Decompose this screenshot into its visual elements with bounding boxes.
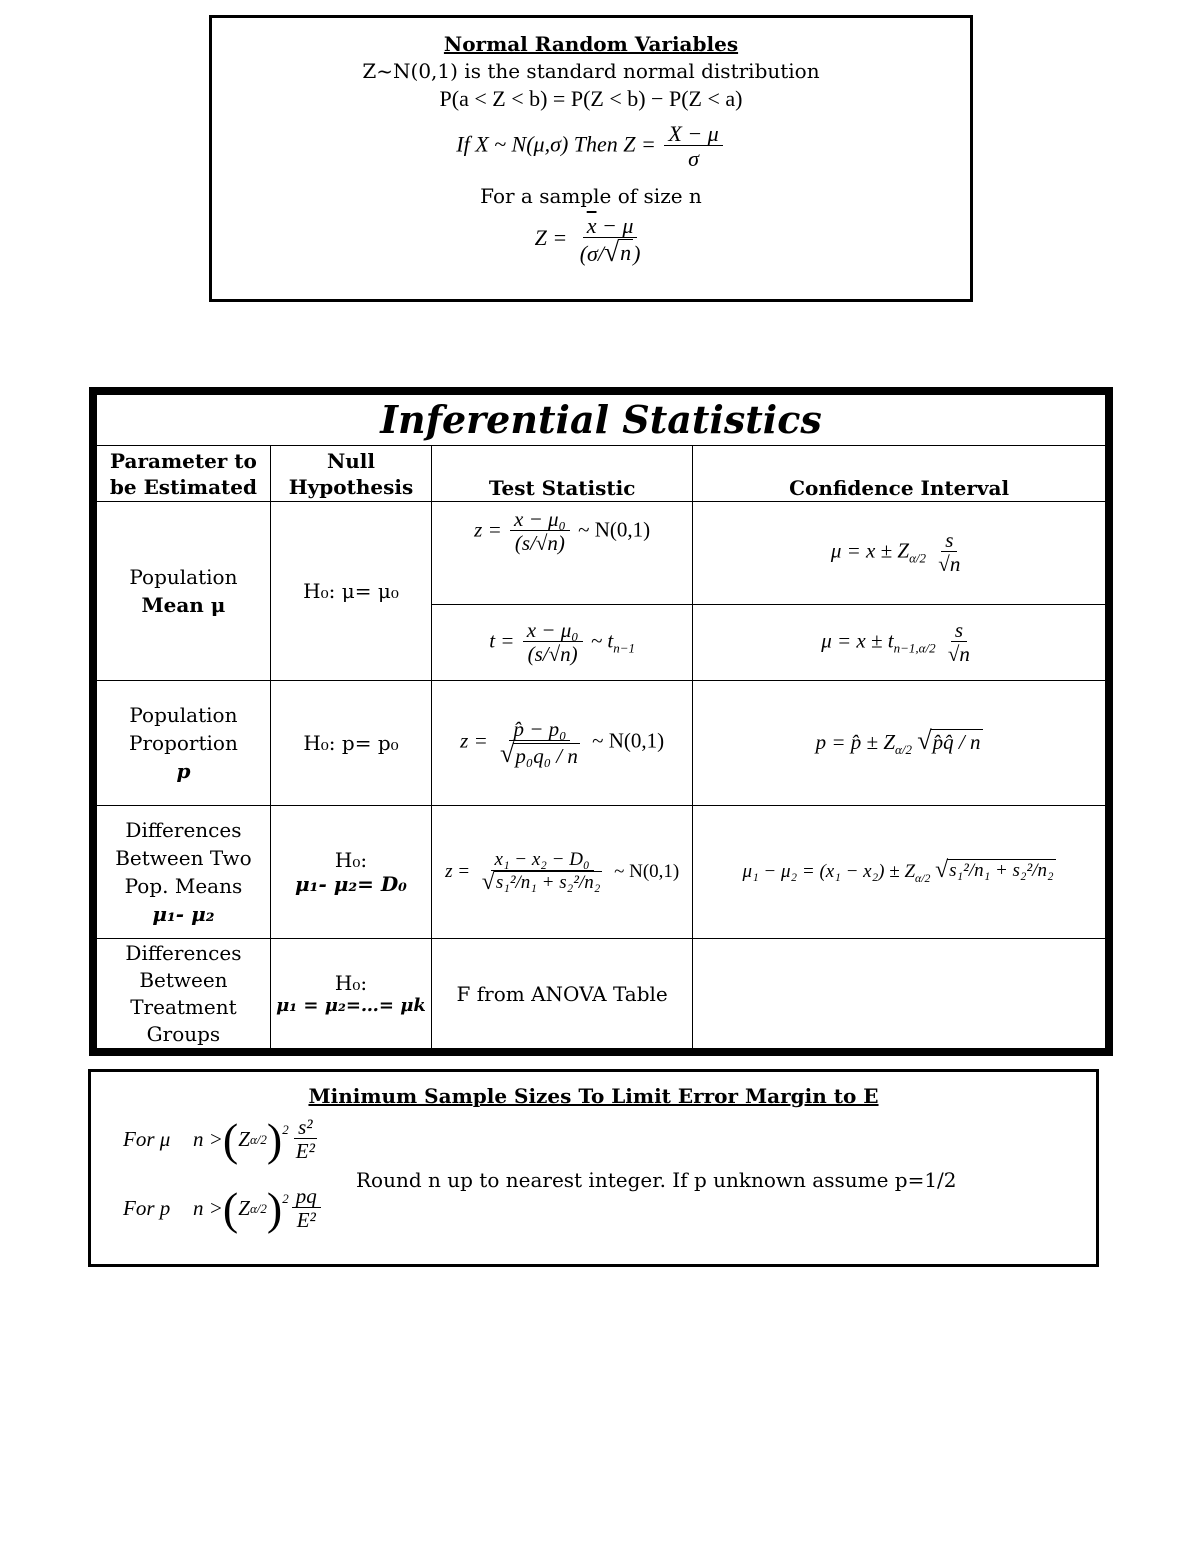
z-test-mean-num: x − μ₀ xyxy=(510,508,570,531)
ci-prop-root: p̂q̂ / n xyxy=(932,730,981,755)
min-mu-label: For μ xyxy=(123,1127,171,1152)
z-test-diff-means: z = x₁ − x₂ − D₀ √ s₁²/n₁ + s₂²/n₂ ~ N(0,1) xyxy=(432,806,693,939)
ci-diff-lhs: μ₁ − μ₂ = (x₁ − x₂) ± Z xyxy=(742,860,916,882)
t-ci-mean-lhs: μ = x ± t xyxy=(821,628,894,653)
standardize-formula xyxy=(212,122,970,171)
standard-normal-line: Z~N(0,1) is the standard normal distribution xyxy=(362,59,820,83)
param-treat-line3: Treatment xyxy=(130,994,237,1019)
test-treatments: F from ANOVA Table xyxy=(432,939,693,1053)
z-test-proportion: z = p̂ − p₀ √ p₀q₀ / n ~ N(0,1) xyxy=(432,681,693,806)
min-mu-exp: 2 xyxy=(282,1122,289,1137)
z-test-diff-lhs: z = xyxy=(445,860,471,882)
z-ci-mean-den: √n xyxy=(938,552,961,577)
z-test-diff-rhs: ~ N(0,1) xyxy=(614,860,680,882)
ci-diff-root: s₁²/n₁ + s₂²/n₂ xyxy=(949,860,1054,882)
minimum-sample-sizes-box xyxy=(88,1069,1099,1267)
z-test-mean-lhs: z = xyxy=(474,517,502,542)
min-box-note: Round n up to nearest integer. If p unknown assume p=1/2 xyxy=(356,1168,957,1192)
z-test-mean xyxy=(432,502,693,605)
table-title: Inferential Statistics xyxy=(93,391,1109,446)
param-treat-line1: Differences xyxy=(125,940,242,965)
t-test-mean-den: (s/√n) xyxy=(527,641,578,666)
param-prop-line2: Proportion xyxy=(129,731,238,755)
param-treatments xyxy=(93,939,270,1053)
min-n-mu-formula: For μ n > ( Z α/2 ) $^2$ $\frac{\text{s²}}{\text{E²}}$ xyxy=(123,1116,322,1163)
min-mu-ineq: n > xyxy=(193,1127,223,1152)
sample-mean-symbol: $\overline{x}$ xyxy=(586,213,597,238)
table-row-diff-means xyxy=(93,806,1109,939)
sample-z-prefix: Z = xyxy=(534,225,568,251)
ci-diff-means: $\mu_1 - \mu_2 = (x_1 - x_2) \pm Z_{\alpha/2}$ √ s₁²/n₁ + s₂²/n₂ xyxy=(693,806,1109,939)
z-test-prop-num: p̂ − p₀ xyxy=(509,718,570,741)
hyp-mean: H₀: μ= μ₀ xyxy=(270,502,431,681)
t-ci-mean-sub: n−1,α/2 xyxy=(893,640,936,656)
min-mu-z-sub: α/2 xyxy=(249,1131,267,1147)
hyp-treat-line2: μ₁ = μ₂=…= μk xyxy=(276,995,426,1016)
z-ci-mean-lhs: μ = x ± Z xyxy=(830,538,910,563)
ci-proportion: p = p̂ ± $Z_{\alpha/2}$ √ p̂q̂ / n xyxy=(693,681,1109,806)
min-p-num: pq xyxy=(292,1185,321,1208)
param-population-proportion xyxy=(93,681,270,806)
t-test-mean-rhs: ~ t xyxy=(590,628,614,653)
z-test-diff-num: x₁ − x₂ − D₀ xyxy=(491,850,594,871)
normal-box-title: Normal Random Variables xyxy=(443,32,739,56)
t-test-mean-num: x − μ₀ xyxy=(523,619,583,642)
param-population-mean xyxy=(93,502,270,681)
header-null-hypothesis: Null Hypothesis xyxy=(270,446,431,502)
hyp-proportion: H₀: p= p₀ xyxy=(270,681,431,806)
t-ci-mean-den: √n xyxy=(947,641,970,666)
param-prop-line3: p xyxy=(176,759,191,783)
t-ci-mean-num: s xyxy=(951,619,967,642)
z-ci-mean-num: s xyxy=(941,529,957,552)
z-test-prop-lhs: z = xyxy=(460,728,488,753)
t-test-mean xyxy=(432,605,693,681)
z-test-prop-den: p₀q₀ / n xyxy=(515,743,578,768)
param-prop-line1: Population xyxy=(129,703,238,727)
param-diff-line4: μ₁- μ₂ xyxy=(152,902,215,926)
header-confidence-interval: Confidence Interval xyxy=(693,446,1109,502)
min-mu-num: s² xyxy=(294,1116,316,1139)
table-row-mean-z xyxy=(93,502,1109,605)
sample-size-text: For a sample of size n xyxy=(480,184,702,208)
header-test-statistic: Test Statistic xyxy=(432,446,693,502)
param-diff-line1: Differences xyxy=(125,818,242,842)
min-p-ineq: n > xyxy=(193,1196,223,1221)
hyp-treatments xyxy=(270,939,431,1053)
header-parameter: Parameter to be Estimated xyxy=(93,446,270,502)
param-treat-line4: Groups xyxy=(146,1021,221,1046)
probability-formula: P(a < Z < b) = P(Z < b) − P(Z < a) xyxy=(439,86,743,111)
ci-treatments xyxy=(693,939,1109,1053)
sample-den-open: (σ/ xyxy=(579,241,604,267)
hyp-diff-line2: μ₁- μ₂= D₀ xyxy=(295,872,407,896)
hyp-diff-line1: H₀: xyxy=(334,848,368,872)
t-ci-mean xyxy=(693,605,1109,681)
inferential-statistics-table xyxy=(89,387,1113,1056)
min-p-z: Z xyxy=(238,1196,250,1221)
param-treat-line2: Between xyxy=(139,967,228,992)
ci-prop-lhs: p = p̂ ± Z xyxy=(815,729,896,754)
min-mu-z: Z xyxy=(238,1127,250,1152)
ci-diff-sub: α/2 xyxy=(915,871,931,885)
min-mu-den: E² xyxy=(295,1139,315,1164)
min-p-label: For p xyxy=(123,1196,171,1221)
table-row-treatments xyxy=(93,939,1109,1053)
sample-den-root: n xyxy=(620,240,632,266)
ci-prop-sub: α/2 xyxy=(895,742,912,758)
z-test-mean-den: (s/√n) xyxy=(514,531,565,556)
param-mean-line1: Population xyxy=(129,565,238,589)
min-p-z-sub: α/2 xyxy=(249,1200,267,1216)
hyp-treat-line1: H₀: xyxy=(334,971,368,995)
standardize-prefix: If X ~ N(μ,σ) Then Z = xyxy=(456,131,656,157)
z-ci-mean-sub: α/2 xyxy=(909,551,927,566)
min-box-title: Minimum Sample Sizes To Limit Error Margin to E xyxy=(308,1084,879,1108)
hyp-diff-means xyxy=(270,806,431,939)
standardize-numerator: X − μ xyxy=(664,122,722,146)
sample-z-formula: Z = $\overline{x} - \mu$ (σ/ √ n ) xyxy=(534,213,641,268)
param-diff-line2: Between Two xyxy=(115,846,252,870)
sample-den-close: ) xyxy=(633,241,641,267)
param-diff-line3: Pop. Means xyxy=(124,874,243,898)
sample-num-rest: − μ xyxy=(596,213,634,238)
table-row-proportion xyxy=(93,681,1109,806)
min-p-exp: 2 xyxy=(282,1191,289,1206)
param-diff-means xyxy=(93,806,270,939)
t-test-mean-lhs: t = xyxy=(489,628,515,653)
min-n-p-formula: For p n > ( Z α/2 ) $^2$ $\frac{pq}{\text{E²}}$ xyxy=(123,1185,324,1232)
normal-random-variables-box xyxy=(209,15,973,302)
t-test-mean-rhs-sub: n−1 xyxy=(613,640,636,656)
z-test-diff-den: s₁²/n₁ + s₂²/n₂ xyxy=(495,872,601,894)
z-test-mean-rhs: ~ N(0,1) xyxy=(578,517,651,542)
standardize-denominator: σ xyxy=(688,146,699,172)
z-ci-mean xyxy=(693,502,1109,605)
min-p-den: E² xyxy=(296,1208,316,1233)
z-test-prop-rhs: ~ N(0,1) xyxy=(592,728,665,753)
param-mean-line2: Mean μ xyxy=(141,593,226,617)
